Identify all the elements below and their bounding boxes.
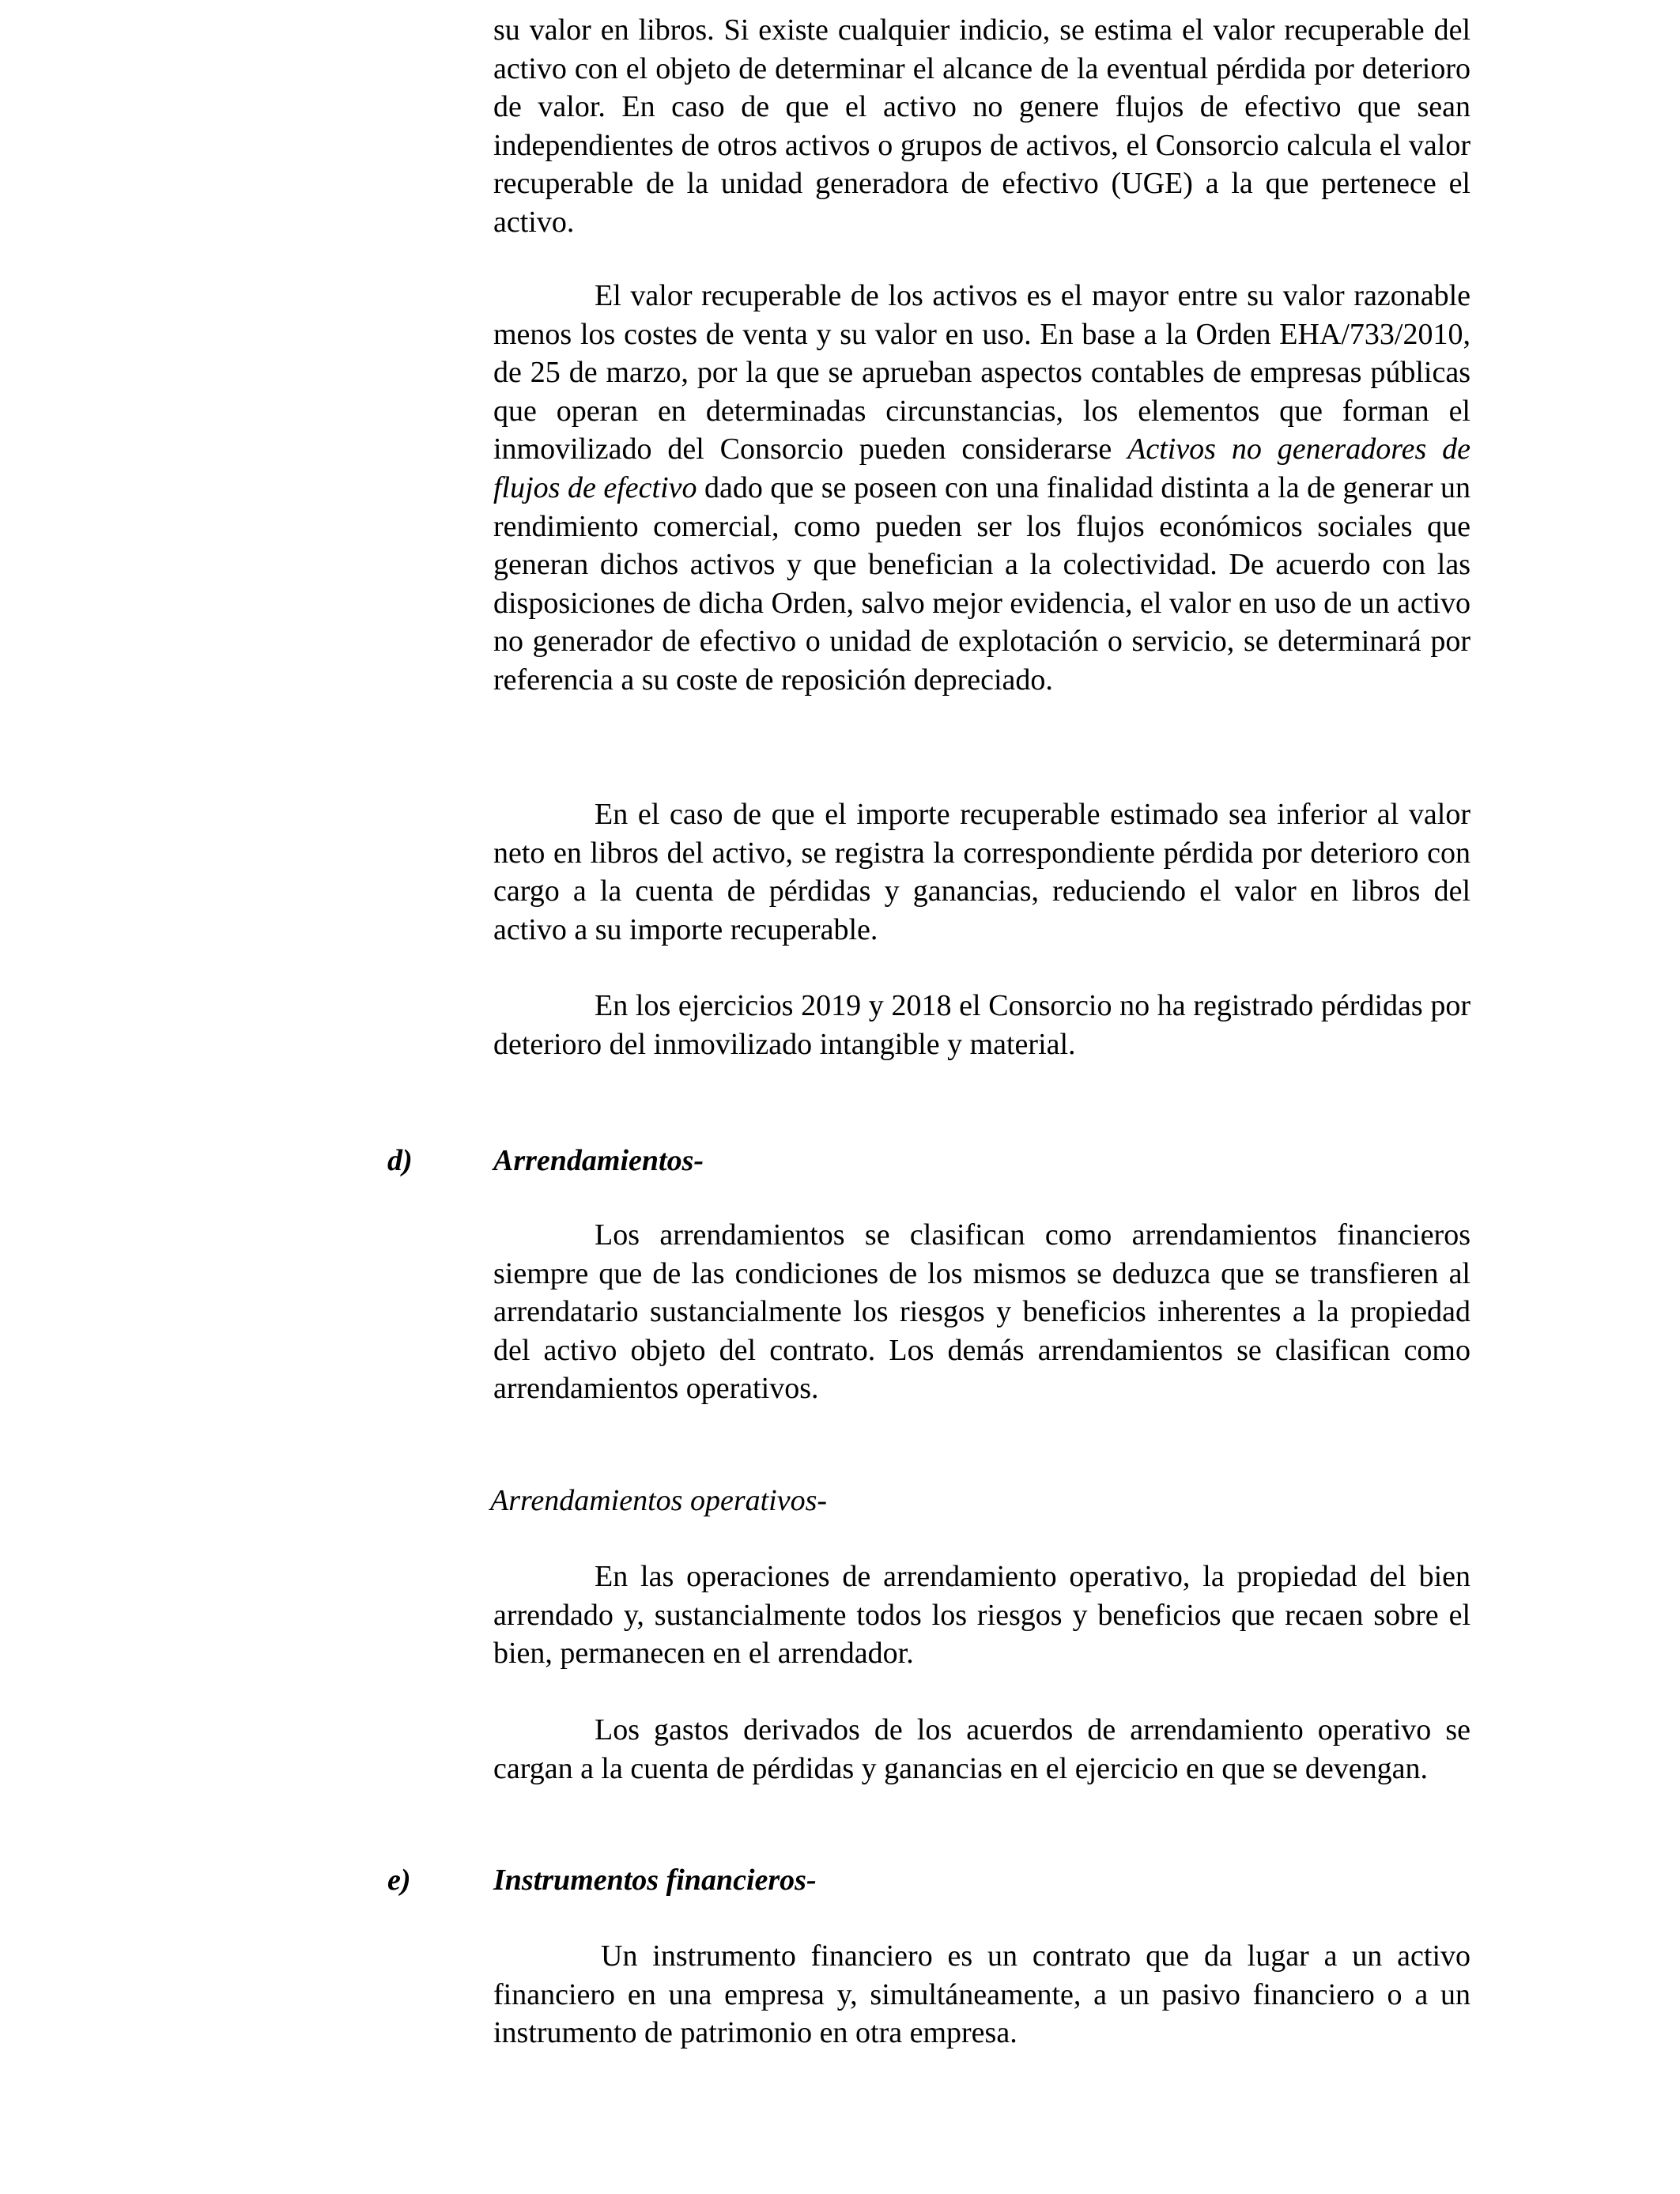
section-d-letter: d) — [387, 1144, 413, 1177]
paragraph-ejercicios: En los ejercicios 2019 y 2018 el Consorcio no ha registrado pérdidas por deterioro del inmovilizado intangible y material. — [493, 989, 1470, 1061]
paragraph-gastos-derivados: Los gastos derivados de los acuerdos de arrendamiento operativo se cargan a la cuenta de pérdidas y ganancias en el ejercicio en que se devengan. — [493, 1713, 1470, 1785]
section-e-letter: e) — [387, 1864, 411, 1897]
paragraph-importe-recuperable: En el caso de que el importe recuperable estimado sea inferior al valor neto en libros del activo, se registra la correspondiente pérdida por deterioro con cargo a la cuenta de pérdidas y ganancias, reduciendo el valor en libros del activo a su importe recuperable. — [493, 798, 1470, 946]
subsection-arrendamientos-operativos: Arrendamientos operativos- — [490, 1484, 828, 1517]
paragraph-valor-recuperable-emphasis: Activos no generadores de flujos de efectivo — [493, 432, 1470, 504]
paragraph-valor-recuperable-text-b: dado que se poseen con una finalidad distinta a la de generar un rendimiento comercial, como pueden ser los flujos económicos sociales que generan dichos activos y que benefician a la colectividad. De acuerdo con las disposiciones de dicha Orden, salvo mejor evidencia, el valor en uso de un activo no generador de efectivo o unidad de explotación o servicio, se determinará por referencia a su coste de reposición depreciado. — [493, 470, 1470, 697]
paragraph-operaciones-arrendamiento: En las operaciones de arrendamiento operativo, la propiedad del bien arrendado y, sustancialmente todos los riesgos y beneficios que recaen sobre el bien, permanecen en el arrendador. — [493, 1560, 1470, 1671]
paragraph-instrumento-financiero: Un instrumento financiero es un contrato que da lugar a un activo financiero en una empresa y, simultáneamente, a un pasivo financiero o a un instrumento de patrimonio en otra empresa. — [493, 1939, 1470, 2050]
paragraph-valor-recuperable-text-a: El valor recuperable de los activos es el mayor entre su valor razonable menos los costes de venta y su valor en uso. En base a la Orden EHA/733/2010, de 25 de marzo, por la que se aprueban aspectos contables de empresas públicas que operan en determinadas circunstancias, los elementos que forman el inmovilizado del Consorcio pueden considerarse — [493, 279, 1470, 466]
paragraph-valor-libros: su valor en libros. Si existe cualquier indicio, se estima el valor recuperable del activo con el objeto de determinar el alcance de la eventual pérdida por deterioro de valor. En caso de que el activo no genere flujos de efectivo que sean independientes de otros activos o grupos de activos, el Consorcio calcula el valor recuperable de la unidad generadora de efectivo (UGE) a la que pertenece el activo. — [493, 13, 1470, 239]
section-e-title: Instrumentos financieros- — [493, 1864, 817, 1897]
paragraph-valor-recuperable — [493, 277, 1470, 700]
section-d-title: Arrendamientos- — [493, 1144, 704, 1177]
paragraph-arrendamientos: Los arrendamientos se clasifican como arrendamientos financieros siempre que de las condiciones de los mismos se deduzca que se transfieren al arrendatario sustancialmente los riesgos y beneficios inherentes a la propiedad del activo objeto del contrato. Los demás arrendamientos se clasifican como arrendamientos operativos. — [493, 1218, 1470, 1406]
